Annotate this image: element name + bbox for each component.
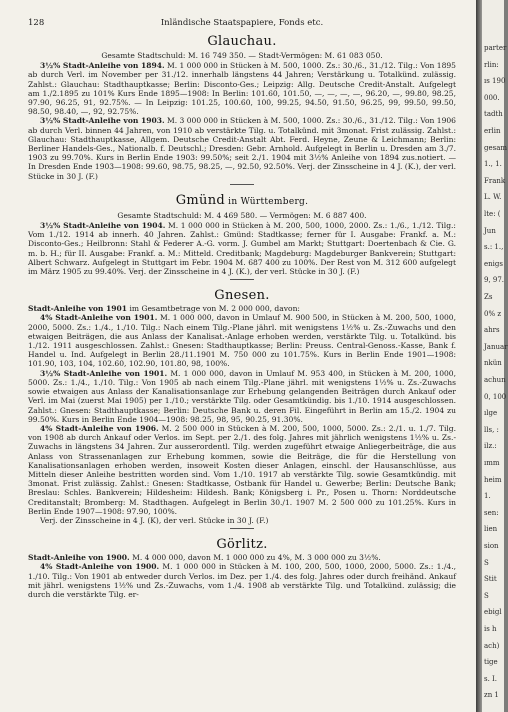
adjacent-page-edge [482,0,508,712]
loan-paragraph [28,116,456,180]
adjacent-page-fragment: tadth [484,110,503,119]
loan-title: 4% Stadt-Anleihe von 1900. [40,562,160,572]
adjacent-page-fragment: enigs [484,259,503,268]
loan-title: 3½% Stadt-Anleihe von 1904. [40,221,166,231]
loan-text: M. 1 000 000 in Stücken à M. 100, 200, 500, 1000, 2000, 5000. Zs.: 1./4., 1./10. Tilg.: Von 1901 ab entweder durch Verlos. im Dez. per 1./4. des folg. Jahres oder durch freihänd. Ankauf mit jährl. wenigstens 1½% und Zs.-Zuwachs, vom 1./4. 1908 ab verstärkte Tilg. und Totalkünd. zulässig; die durch die verstärkte Tilg. er- [28,562,456,599]
section-title: Görlitz. [216,537,268,553]
section-divider [230,184,254,185]
adjacent-page-fragment: 1. [484,492,491,501]
section-heading [28,288,456,304]
section-2 [28,288,456,525]
adjacent-page-fragment: gesam [484,143,508,152]
running-title: Inländische Staatspapiere, Fonds etc. [160,18,324,28]
adjacent-page-fragment: Zs [484,293,493,301]
adjacent-page-fragment: tige [484,658,498,667]
section-heading [28,34,456,50]
loan-title: 4% Stadt-Anleihe von 1901. [40,313,158,323]
adjacent-page-fragment: 0, 100 [484,392,507,401]
loan-paragraph [28,304,456,313]
adjacent-page-fragment: ılge [484,409,498,418]
section-heading [28,193,456,210]
adjacent-page-fragment: Frank [484,176,506,185]
adjacent-page-fragment: sion [484,542,499,550]
adjacent-page-fragment: erlin [484,127,501,135]
adjacent-page-fragment: S [484,591,489,600]
page-content [28,34,456,712]
loan-paragraph [28,61,456,116]
adjacent-page-fragment: Januar [484,342,508,351]
adjacent-page-fragment: ahrs [484,326,500,335]
adjacent-page-fragment: 0% z [484,309,502,318]
adjacent-page-fragment: L. W. [484,193,502,202]
section-divider [230,528,254,529]
page-number: 128 [28,18,45,28]
adjacent-page-fragment: sen: [484,508,499,517]
section-divider [230,279,254,280]
adjacent-page-fragment: nkün [484,359,502,368]
adjacent-page-fragment: ilz.: [484,442,497,451]
section-summary: Gesamte Stadtschuld: M. 16 749 350. — Stadt-Vermögen: M. 61 083 050. [101,51,383,60]
adjacent-page-fragment: s.: 1., [484,243,504,252]
adjacent-page-fragment: lte: ( [484,210,501,218]
loan-title: 4% Stadt-Anleihe von 1906. [40,423,159,433]
adjacent-page-fragment: Stit [484,575,497,584]
loan-title: Stadt-Anleihe von 1900. [28,553,130,563]
adjacent-page-fragment: ımm [484,459,500,467]
adjacent-page-fragment: ebigl [484,608,502,617]
loan-text: Verj. der Zinsscheine in 4 J. (K), der verl. Stücke in 30 J. (F.) [40,515,269,525]
loan-paragraph [28,516,456,525]
adjacent-page-fragment: S [484,558,489,567]
adjacent-page-fragment: ach) [484,641,500,650]
loan-text: M. 2 500 000 in Stücken à M. 200, 500, 1000, 5000. Zs.: 2./1. u. 1./7. Tilg. von 1908 ab durch Ankauf oder Verlos. im Sept. per 2./1. des folg. Jahres mit jährlich wenigstens 1½% u. Zs.-Zuwachs in längstens 34 Jahren. Zur ausserordentl. Tilg. werden zugeführt etwaige Anliegerbeiträge, die aus Anlass von Strassenanlagen zur Erhebung kommen, sowie die Beiträge, die für die Herstellung von Kanalisationsanlagen erhoben werden, insoweit Kosten dieser Anlagen, einschl. der Hausanschlüsse, aus Mitteln dieser Anleihe bestritten worden sind. Vom 1./10. 1917 ab verstärkte Tilg. sowie Gesamtkündig. mit 3monat. Frist zulässig. Zahlst.: Gnesen: Stadtkasse, Ostbank für Handel u. Gewerbe; Berlin: Deutsche Bank; Breslau: Schles. Bankverein; Hildesheim: Hildesh. Bank; Königsberg i. Pr., Posen u. Thorn: Norddeutsche Creditanstalt; Bromberg: M. Stadthagen. Aufgelegt in Berlin 30./1. 1907 M. 2 500 000 zu 101.25%. Kurs in Berlin Ende 1907—1908: 97.90, 100%. [28,423,457,516]
adjacent-page-fragment: 000. [484,93,500,102]
adjacent-page-fragment: heim [484,475,502,484]
adjacent-page-fragment: 1., 1. [484,160,502,169]
section-title: Gnesen. [214,288,270,304]
adjacent-page-fragment: s. I. [484,674,498,683]
loan-text: M. 1 000 000 in Stücken à M. 500, 1000. Zs.: 30./6., 31./12. Tilg.: Von 1895 ab durch Verl. im November per 31./12. innerhalb längstens 44 Jahren; Verstärkung u. Totalkünd. zulässig. Zahlst.: Glauchau: Stadthauptkasse; Berlin: Disconto-Ges.; Leipzig: Allg. Deutsche Credit-Anstalt. Aufgelegt am 1./2.1895 zu 101% Kurs Ende 1895—1908: In Berlin: 101.60, 101.50, —, —, —, —, 96.20, —, 99.80, 98.25, 97.90, 96.25, 91, 92.75%. — In Leipzig: 101.25, 100.60, 100, 99.25, 94.50, 91.50, 96.25, 99, 99.50, 99.50, 98.50, 98.40, —, 92, 92.75%. [28,61,456,117]
section-subtitle: in Württemberg. [224,196,309,207]
loan-text: M. 3 000 000 in Stücken à M. 500, 1000. Zs.: 30./6., 31./12. Tilg.: Von 1906 ab durch Verl. binnen 44 Jahren, von 1910 ab verstärkte Tilg. u. Totalkünd. mit 3monat. Frist zulässig. Zahlst.: Glauchau: Stadthauptkasse, Allgem. Deutsche Credit-Anstalt Abt. Ferd. Heyne, Zeune & Leichmann; Berlin: Berliner Handels-Ges., Nationalb. f. Deutschl.; Dresden: Gebr. Arnhold. Aufgelegt in Berlin u. Dresden am 3./7. 1903 zu 99.70%. Kurs in Berlin Ende 1903: 99.50%; seit 2./1. 1904 mit 3½% Anleihe von 1894 zus.notiert. — In Dresden Ende 1903—1908: 99.60, 98.75, 98.25, —, 92.50, 92.50%. Verj. der Zinsscheine in 4 J. (K.), der verl. Stücke in 30 J. (F.) [28,116,456,181]
loan-title: 3½% Stadt-Anleihe von 1903. [40,116,165,126]
loan-text: M. 4 000 000, davon M. 1 000 000 zu 4%, M. 3 000 000 zu 3½%. [132,553,381,563]
loan-paragraph [28,562,456,599]
adjacent-page-fragment: achun [484,376,506,384]
adjacent-page-fragment: 9, 97. [484,276,505,285]
section-heading [28,537,456,553]
section-0 [28,34,456,181]
loan-text: im Gesamtbetrage von M. 2 000 000, davon: [129,304,300,314]
loan-title: Stadt-Anleihe von 1901 [28,304,128,314]
loan-paragraph [28,221,456,276]
adjacent-page-fragment: lien [484,525,498,534]
adjacent-page-fragment: parter [484,44,507,52]
adjacent-page-fragment: lls, : [484,425,499,434]
adjacent-page-fragment: ıs 190 [484,77,506,86]
running-header [28,18,456,30]
loan-text: M. 1 000 000 in Stücken à M. 200, 500, 1000, 2000. Zs.: 1./6., 1./12. Tilg.: Vom 1./12. 1914 ab innerh. 40 Jahren. Zahlst.: Gmünd: Stadtkasse; ferner für I. Ausgabe: Frankf. a. M.: Disconto-Ges.; Heilbronn: Stahl & Federer A.-G. vorm. J. Gumbel am Markt; Stuttgart: Doertenbach & Cie. G. m. b. H.; für II. Ausgabe: Frankf. a. M.: Mitteld. Creditbank; Magdeburg: Magdeburger Bankverein; Stuttgart: Albert Schwarz. Aufgelegt in Stuttgart im Febr. 1904 M. 687 400 zu 100%. Der Rest von M. 312 600 aufgelegt im März 1905 zu 99.40%. Verj. der Zinsscheine in 4 J. (K.), der verl. Stücke in 30 J. (F.) [28,221,456,277]
loan-title: 3½% Stadt-Anleihe von 1901. [40,368,168,378]
section-summary: Gesamte Stadtschuld: M. 4 469 580. — Vermögen: M. 6 887 400. [117,210,367,220]
loan-title: 3½% Stadt-Anleihe von 1894. [40,61,165,71]
loan-paragraph [28,369,456,424]
loan-paragraph [28,553,456,562]
loan-text: M. 1 000 000, davon in Umlauf M. 900 500, in Stücken à M. 200, 500, 1000, 2000, 5000. Zs.: 1./4., 1./10. Tilg.: Nach einem Tilg.-Plane jährl. mit wenigstens 1½% u. Zs.-Zuwachs und den etwaigen Beiträgen, die aus Anlass der Kanalisat.-Anlage erhoben werden, verstärkte Tilg. u. Totalkünd. bis 1./12. 1911 ausgeschlossen. Zahlst.: Gnesen: Stadthauptkasse; Berlin: Preuss. Central-Genoss.-Kasse, Bank f. Handel u. Ind. Aufgelegt in Berlin 28./11.1901 M. 750 000 zu 101.75%. Kurs in Berlin Ende 1901—1908: 101.90, 103, 104, 102.60, 102.90, 101.80, 98, 100%. [28,313,457,369]
section-title: Glauchau. [207,34,277,49]
adjacent-page-fragment: is h [484,625,497,633]
loan-text: M. 1 000 000, davon in Umlauf M. 953 400, in Stücken à M. 200, 1000, 5000. Zs.: 1./4., 1./10. Tilg.: Von 1905 ab nach einem Tilg.-Plane jährl. mit wenigstens 1½% u. Zs.-Zuwachs sowie etwaigen aus Anlass der Kanalisationsanlage zur Erhebung gelangenden Beiträgen durch Ankauf oder Verl. im Mai (zuerst Mai 1905) per 1./10.; verstärkte Tilg. oder Gesamtkündig. bis 1./10. 1914 ausgeschlossen. Zahlst.: Gnesen: Stadthauptkasse; Berlin: Deutsche Bank u. deren Fil. Eingeführt in Berlin am 15./2. 1904 zu 99.50%. Kurs in Berlin Ende 1904—1908: 98.25, 98, 95, 90.25, 91.30%. [28,368,456,424]
loan-paragraph [28,313,456,368]
section-title: Gmünd [175,192,225,208]
section-3 [28,537,456,599]
section-1 [28,193,456,276]
adjacent-page-fragment: rlin: [484,60,499,69]
adjacent-page-fragment: zn 1 [484,691,499,700]
loan-paragraph [28,424,456,516]
adjacent-page-fragment: Jun [484,226,496,235]
